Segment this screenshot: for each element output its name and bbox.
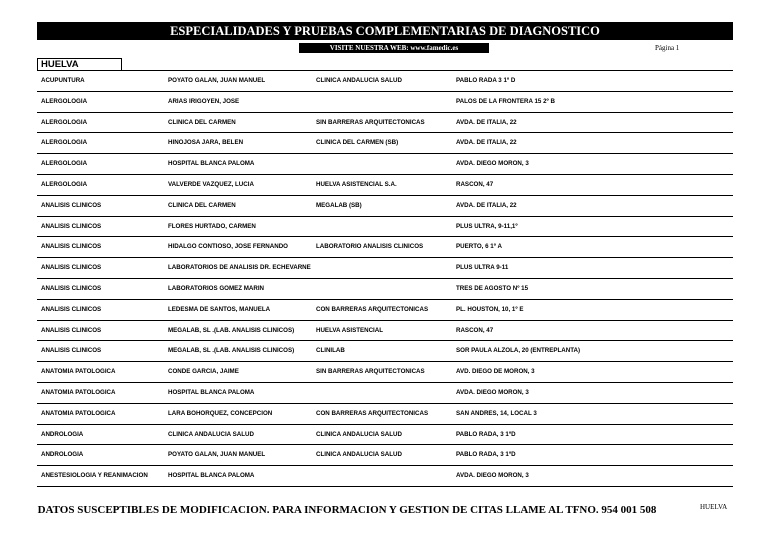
provider-cell: HOSPITAL BLANCA PALOMA — [168, 472, 255, 480]
address-cell: SAN ANDRES, 14, LOCAL 3 — [456, 409, 537, 417]
provider-cell: CLINICA DEL CARMEN — [168, 201, 236, 209]
specialty-cell: ALERGOLOGIA — [41, 118, 88, 126]
address-cell: PABLO RADA, 3 1ºD — [456, 451, 516, 459]
center-cell: CLINILAB — [316, 347, 345, 355]
address-cell: PLUS ULTRA 9-11 — [456, 264, 509, 272]
address-cell: AVDA. DIEGO MORON, 3 — [456, 160, 529, 168]
table-row — [37, 445, 733, 466]
center-cell: CLINICA DEL CARMEN (SB) — [316, 139, 399, 147]
provider-cell: FLORES HURTADO, CARMEN — [168, 222, 256, 230]
specialty-cell: ANALISIS CLINICOS — [41, 326, 102, 334]
provider-cell: LABORATORIOS DE ANALISIS DR. ECHEVARNE — [168, 264, 311, 272]
specialty-cell: ANDROLOGIA — [41, 451, 84, 459]
center-cell: MEGALAB (SB) — [316, 201, 362, 209]
table-row — [37, 279, 733, 300]
center-cell: LABORATORIO ANALISIS CLINICOS — [316, 243, 424, 251]
address-cell: AVDA. DE ITALIA, 22 — [456, 118, 517, 126]
provider-cell: HOSPITAL BLANCA PALOMA — [168, 160, 255, 168]
center-cell: CLINICA ANDALUCIA SALUD — [316, 77, 402, 84]
specialty-cell: ANALISIS CLINICOS — [41, 243, 102, 251]
provider-cell: POYATO GALAN, JUAN MANUEL — [168, 77, 266, 84]
center-cell: CLINICA ANDALUCIA SALUD — [316, 451, 402, 459]
address-cell: PABLO RADA, 3 1ºD — [456, 430, 516, 438]
center-cell: CON BARRERAS ARQUITECTONICAS — [316, 409, 429, 417]
provider-cell: LEDESMA DE SANTOS, MANUELA — [168, 305, 271, 313]
center-cell: HUELVA ASISTENCIAL — [316, 326, 384, 334]
specialty-cell: ANATOMIA PATOLOGICA — [41, 368, 116, 376]
specialty-cell: ANDROLOGIA — [41, 430, 84, 438]
provider-cell: HOSPITAL BLANCA PALOMA — [168, 388, 255, 396]
footer-region: HUELVA — [700, 503, 728, 511]
address-cell: AVDA. DIEGO MORON, 3 — [456, 472, 529, 480]
provider-cell: HIDALGO CONTIOSO, JOSE FERNANDO — [168, 243, 288, 251]
website-banner: VISITE NUESTRA WEB: www.famedic.es — [299, 43, 489, 53]
table-row — [37, 300, 733, 321]
table-row — [37, 362, 733, 383]
provider-cell: LABORATORIOS GOMEZ MARIN — [168, 284, 265, 292]
table-row — [37, 154, 733, 175]
specialty-cell: ANALISIS CLINICOS — [41, 201, 102, 209]
specialty-cell: ANALISIS CLINICOS — [41, 284, 102, 292]
specialty-cell: ANALISIS CLINICOS — [41, 264, 102, 272]
table-row — [37, 341, 733, 362]
provider-cell: CLINICA DEL CARMEN — [168, 118, 236, 126]
specialty-cell: ALERGOLOGIA — [41, 139, 88, 147]
provider-cell: VALVERDE VAZQUEZ, LUCIA — [168, 180, 254, 188]
region-heading: HUELVA — [37, 58, 122, 71]
specialty-cell: ANATOMIA PATOLOGICA — [41, 409, 116, 417]
address-cell: PALOS DE LA FRONTERA 15 2º B — [456, 97, 555, 105]
center-cell: SIN BARRERAS ARQUITECTONICAS — [316, 368, 425, 376]
specialty-cell: ANALISIS CLINICOS — [41, 305, 102, 313]
listing-table — [37, 71, 733, 487]
specialty-cell: ALERGOLOGIA — [41, 180, 88, 188]
specialty-cell: ACUPUNTURA — [41, 77, 85, 84]
provider-cell: LARA BOHORQUEZ, CONCEPCION — [168, 409, 273, 417]
provider-cell: HINOJOSA JARA, BELEN — [168, 139, 244, 147]
center-cell: SIN BARRERAS ARQUITECTONICAS — [316, 118, 425, 126]
table-row — [37, 425, 733, 446]
provider-cell: CONDE GARCIA, JAIME — [168, 368, 239, 376]
table-row — [37, 71, 733, 92]
page-number: Página 1 — [655, 44, 680, 52]
footer-notice: DATOS SUSCEPTIBLES DE MODIFICACION. PARA INFORMACION Y GESTION DE CITAS LLAME AL TFNO. 954 001 508 — [37, 504, 657, 516]
address-cell: PABLO RADA 3 1º D — [456, 77, 516, 84]
center-cell: CLINICA ANDALUCIA SALUD — [316, 430, 402, 438]
provider-cell: ARIAS IRIGOYEN, JOSE — [168, 97, 240, 105]
address-cell: TRES DE AGOSTO Nº 15 — [456, 284, 529, 292]
address-cell: AVDA. DIEGO MORON, 3 — [456, 388, 529, 396]
table-row — [37, 217, 733, 238]
address-cell: RASCON, 47 — [456, 180, 494, 188]
address-cell: AVDA. DE ITALIA, 22 — [456, 139, 517, 147]
table-row — [37, 175, 733, 196]
specialty-cell: ANALISIS CLINICOS — [41, 222, 102, 230]
address-cell: AVDA. DE ITALIA, 22 — [456, 201, 517, 209]
address-cell: AVD. DIEGO DE MORON, 3 — [456, 368, 535, 376]
specialty-cell: ALERGOLOGIA — [41, 97, 88, 105]
table-row — [37, 383, 733, 404]
table-row — [37, 466, 733, 487]
document-title: ESPECIALIDADES Y PRUEBAS COMPLEMENTARIAS DE DIAGNOSTICO — [37, 22, 733, 40]
table-row — [37, 133, 733, 154]
specialty-cell: ALERGOLOGIA — [41, 160, 88, 168]
specialty-cell: ANATOMIA PATOLOGICA — [41, 388, 116, 396]
table-row — [37, 321, 733, 342]
center-cell: HUELVA ASISTENCIAL S.A. — [316, 180, 397, 188]
address-cell: PL. HOUSTON, 10, 1º E — [456, 305, 524, 313]
provider-cell: POYATO GALAN, JUAN MANUEL — [168, 451, 266, 459]
table-row — [37, 258, 733, 279]
specialty-cell: ANALISIS CLINICOS — [41, 347, 102, 355]
specialty-cell: ANESTESIOLOGIA Y REANIMACION — [41, 472, 148, 480]
address-cell: PLUS ULTRA, 9-11,1º — [456, 222, 518, 230]
provider-cell: MEGALAB, SL .(LAB. ANALISIS CLINICOS) — [168, 326, 295, 334]
center-cell: CON BARRERAS ARQUITECTONICAS — [316, 305, 429, 313]
address-cell: PUERTO, 6 1º A — [456, 243, 502, 251]
table-row — [37, 237, 733, 258]
address-cell: SOR PAULA ALZOLA, 20 (ENTREPLANTA) — [456, 347, 581, 355]
table-row — [37, 113, 733, 134]
address-cell: RASCON, 47 — [456, 326, 494, 334]
provider-cell: CLINICA ANDALUCIA SALUD — [168, 430, 254, 438]
provider-cell: MEGALAB, SL .(LAB. ANALISIS CLINICOS) — [168, 347, 295, 355]
table-row — [37, 92, 733, 113]
table-row — [37, 404, 733, 425]
table-row — [37, 196, 733, 217]
